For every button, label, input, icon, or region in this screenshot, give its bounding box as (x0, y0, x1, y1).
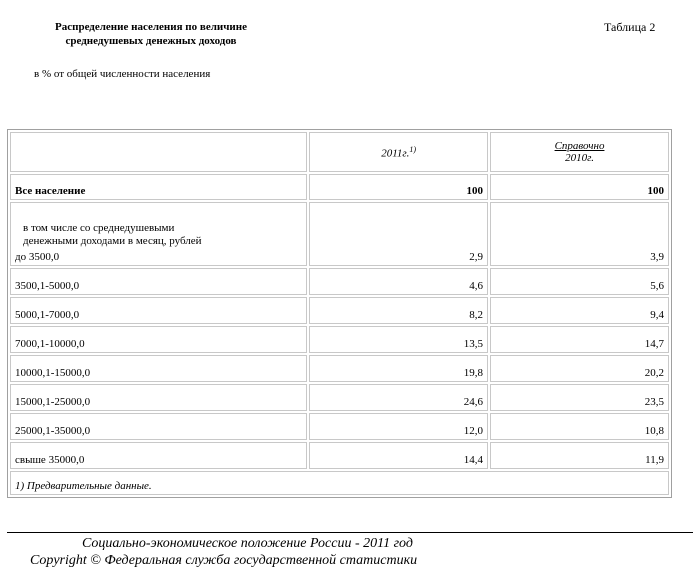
table-title (31, 20, 271, 48)
header-empty-cell (10, 132, 307, 172)
table-row (10, 297, 669, 324)
row-value-2010: 3,9 (490, 202, 669, 266)
row-value-2011: 4,6 (309, 268, 488, 295)
total-2011: 100 (309, 174, 488, 200)
table-row (10, 413, 669, 440)
table-row (10, 442, 669, 469)
header-reference-label: Справочно (554, 140, 605, 152)
units-subtitle: в % от общей численности населения (34, 68, 211, 80)
row-value-2010: 5,6 (490, 268, 669, 295)
header-2011-label: 2011г. (381, 147, 410, 160)
row-value-2011: 14,4 (309, 442, 488, 469)
header-2011 (309, 132, 488, 172)
row-label: 7000,1-10000,0 (10, 326, 307, 353)
row-value-2010: 11,9 (490, 442, 669, 469)
row-value-2010: 9,4 (490, 297, 669, 324)
table-row (10, 355, 669, 382)
table-number: Таблица 2 (604, 20, 656, 34)
header-2010-label: 2010г. (565, 152, 594, 164)
table-row-total (10, 174, 669, 200)
row-label: свыше 35000,0 (10, 442, 307, 469)
total-label: Все население (10, 174, 307, 200)
total-2010: 100 (490, 174, 669, 200)
intro-line-2: денежными доходами в месяц, рублей (23, 235, 202, 247)
row-label-cell (10, 202, 307, 266)
intro-line-1: в том числе со среднедушевыми (23, 222, 175, 234)
table-row (10, 326, 669, 353)
row-label: 15000,1-25000,0 (10, 384, 307, 411)
row-label: 25000,1-35000,0 (10, 413, 307, 440)
table-row (10, 202, 669, 266)
title-line-2: среднедушевых денежных доходов (65, 35, 237, 47)
footer-divider (7, 532, 693, 533)
table-footnote-row (10, 471, 669, 495)
row-label: 5000,1-7000,0 (10, 297, 307, 324)
row-value-2011: 13,5 (309, 326, 488, 353)
header-2010 (490, 132, 669, 172)
table-header-row (10, 132, 669, 172)
row-value-2010: 14,7 (490, 326, 669, 353)
footer-publication: Социально-экономическое положение России - 2011 год (82, 536, 413, 551)
row-value-2011: 8,2 (309, 297, 488, 324)
title-line-1: Распределение населения по величине (55, 21, 247, 33)
intro-text (15, 222, 302, 248)
footnote-mark: 1) (409, 144, 417, 154)
table-row (10, 384, 669, 411)
row-value-2011: 19,8 (309, 355, 488, 382)
row-value-2011: 2,9 (309, 202, 488, 266)
row-value-2010: 10,8 (490, 413, 669, 440)
row-label: 3500,1-5000,0 (10, 268, 307, 295)
footer-copyright: Copyright © Федеральная служба государственной статистики (30, 553, 418, 568)
table-row (10, 268, 669, 295)
row-value-2010: 23,5 (490, 384, 669, 411)
row-value-2010: 20,2 (490, 355, 669, 382)
row-label: 10000,1-15000,0 (10, 355, 307, 382)
income-distribution-table (7, 129, 672, 498)
table-footnote: 1) Предварительные данные. (10, 471, 669, 495)
row-value-2011: 12,0 (309, 413, 488, 440)
row-label: до 3500,0 (15, 251, 60, 263)
row-value-2011: 24,6 (309, 384, 488, 411)
